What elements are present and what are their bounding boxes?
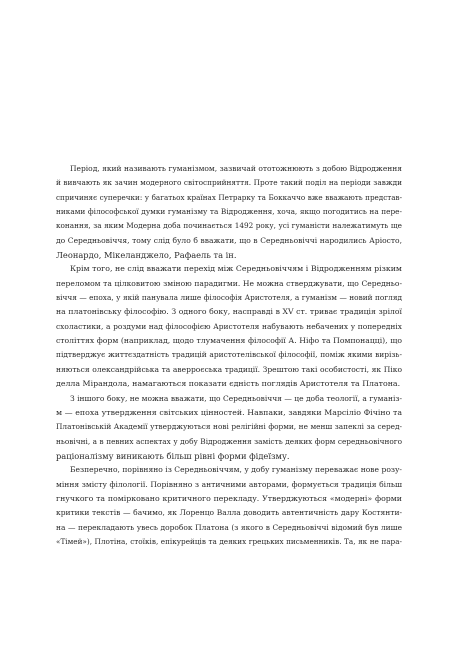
paragraph-4-line-3: гнучкого та помірковано критичного перекладу. Утверджуються «модерні» форми [56,493,402,503]
paragraph-2-line-4: на платонівську філософію. З одного боку, насправді в XV ст. триває традиція зрілої [56,307,402,317]
paragraph-4-line-2: міння змісту філології. Порівняно з античними авторами, формується традиція більш [56,479,402,489]
paragraph-2-line-5: схоластики, а роздуми над філософією Аристотеля набувають небачених у попередніх [56,321,402,331]
paragraph-4-line-5: на — перекладають увесь доробок Платона (з якого в Середньовіччі відомий був лише [56,522,402,532]
paragraph-3-line-4: ньовічні, а в певних аспектах у добу Відродження замість деяких форм середньовічного [56,436,402,446]
paragraph-1-line-2: й вивчають як зачин модерного світосприйняття. Проте такий поділ на періоди завжди [56,178,402,188]
paragraph-1-line-7: Леонардо, Мікеланджело, Рафаель та ін. [56,250,237,261]
paragraph-1-line-3: спричиняє суперечки: у багатьох країнах Петрарку та Боккаччо вже вважають представ- [56,192,402,202]
paragraph-3-line-2: м — епоха утвердження світських цінностей. Навпаки, завдяки Марсіліо Фічіно та [56,407,402,417]
paragraph-3-line-3: Платонівській Академії утверджуються нові релігійні форми, не менш запеклі за серед- [56,422,402,432]
paragraph-2-line-9: делла Мірандола, намагаються показати єдність поглядів Аристотеля та Платона. [56,379,401,389]
paragraph-2-line-1: Крім того, не слід вважати перехід між Середньовіччям і Відродженням різким [70,264,402,274]
paragraph-3-line-5: раціоналізму виникають більш рівні форми фідеїзму. [56,450,290,461]
paragraph-2-line-6: століттях форм (наприклад, щодо тлумачення філософії А. Ніфо та Помпонацці), що [56,336,402,346]
paragraph-1-line-6: до Середньовіччя, тому слід було б вважати, що в Середньовіччі народились Аріосто, [56,235,402,245]
paragraph-1-line-4: никами філософської думки гуманізму та Відродження, хоча, якщо погодитись на пере- [56,207,402,217]
paragraph-2-line-8: няються олександрійська та аверроєська традиції. Зрештою такі особистості, як Піко [56,364,402,374]
paragraph-2-line-2: переломом та цілковитою зміною парадигми. Не можна стверджувати, що Середньо- [56,278,402,288]
paragraph-1-line-5: конання, за яким Модерна доба починається 1492 року, усі гуманісти належатимуть ще [56,221,402,231]
paragraph-2-line-3: віччя — епоха, у якій панувала лише філософія Аристотеля, а гуманізм — новий погляд [56,293,402,303]
body-text [56,162,402,549]
paragraph-1-line-1: Період, який називають гуманізмом, зазвичай ототожнюють з добою Відродження [70,164,402,173]
paragraph-3-line-1: З іншого боку, не можна вважати, що Середньовіччя — це доба теології, а гуманіз- [70,393,402,403]
paragraph-4-line-6: «Тімей»), Плотіна, стоїків, епікурейців та деяких грецьких письменників. Та, як не пара- [56,536,402,546]
paragraph-4-line-4: критики текстів — бачимо, як Лоренцо Валла доводить автентичність дару Костянти- [56,508,402,518]
paragraph-4-line-1: Безперечно, порівняно із Середньовіччям, у добу гуманізму переважає нове розу- [70,465,402,475]
paragraph-2-line-7: підтверджує життєздатність традицій аристотелівської філософії, поміж якими вирізь- [56,350,402,360]
